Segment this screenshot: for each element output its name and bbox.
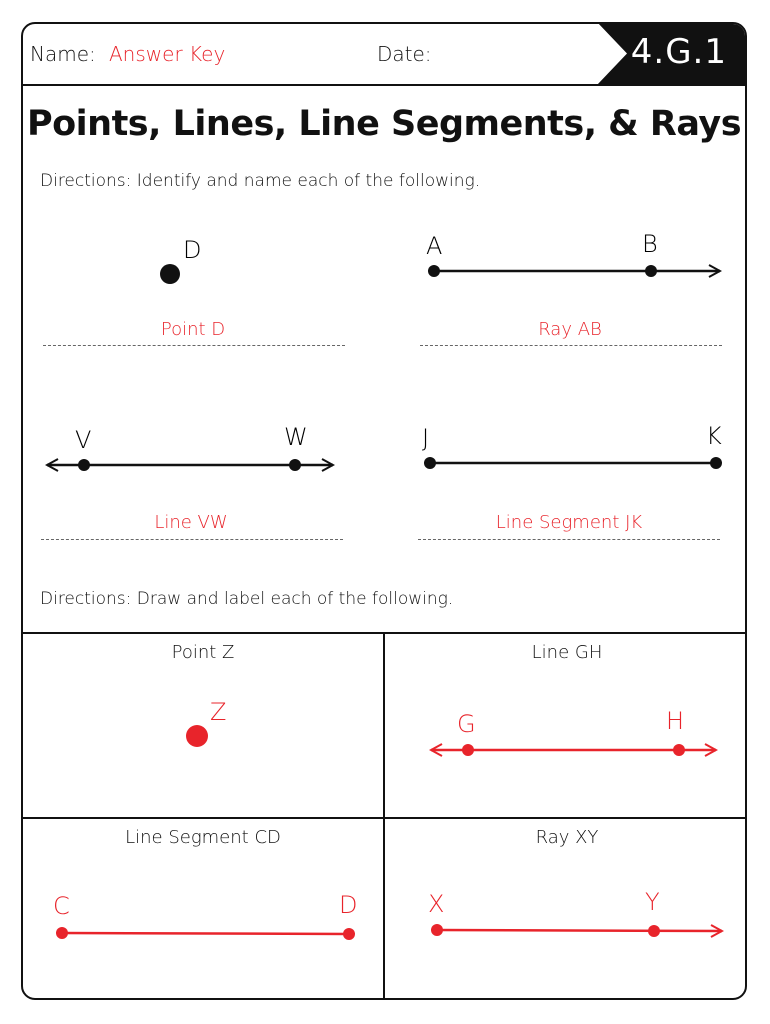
directions-draw: Directions: Draw and label each of the following. bbox=[40, 589, 454, 609]
figure-label: D bbox=[183, 236, 202, 264]
draw-grid bbox=[23, 632, 745, 1000]
segment-line bbox=[62, 933, 349, 934]
cell-title: Line GH bbox=[531, 642, 603, 663]
standard-code: 4.G.1 bbox=[630, 32, 727, 72]
answer-line bbox=[41, 539, 343, 540]
figure-point-d bbox=[160, 236, 201, 284]
figure-label: C bbox=[53, 892, 70, 920]
figure-segment-jk bbox=[422, 422, 722, 469]
drawn-segment-cd bbox=[53, 891, 357, 940]
figure-label: J bbox=[422, 424, 430, 452]
answer-point-d: Point D bbox=[160, 319, 226, 340]
drawn-line-gh bbox=[431, 707, 716, 756]
directions-identify: Directions: Identify and name each of the following. bbox=[40, 171, 481, 191]
figure-label: B bbox=[642, 230, 658, 258]
point-dot bbox=[462, 744, 474, 756]
point-dot bbox=[160, 264, 180, 284]
name-label: Name: bbox=[30, 42, 96, 66]
figure-label: K bbox=[706, 422, 722, 450]
drawn-point-z bbox=[186, 698, 226, 747]
answer-ray-ab: Ray AB bbox=[538, 319, 602, 340]
point-dot bbox=[78, 459, 90, 471]
answer-segment-jk: Line Segment JK bbox=[495, 512, 643, 533]
figure-label: X bbox=[428, 890, 445, 918]
point-dot bbox=[428, 265, 440, 277]
point-dot bbox=[343, 928, 355, 940]
cell-title: Point Z bbox=[171, 642, 235, 663]
answer-line bbox=[418, 539, 720, 540]
name-value: Answer Key bbox=[109, 42, 226, 66]
point-dot bbox=[424, 457, 436, 469]
answer-line-vw: Line VW bbox=[154, 512, 228, 533]
figure-label: V bbox=[75, 426, 92, 454]
point-dot bbox=[710, 457, 722, 469]
point-dot bbox=[289, 459, 301, 471]
drawn-figures bbox=[23, 634, 747, 1000]
point-dot bbox=[648, 925, 660, 937]
figure-label: A bbox=[426, 232, 443, 260]
figure-label: W bbox=[284, 423, 308, 451]
cell-title: Ray XY bbox=[535, 827, 599, 848]
point-dot bbox=[431, 924, 443, 936]
figure-label: Z bbox=[210, 698, 227, 726]
point-dot bbox=[56, 927, 68, 939]
point-dot bbox=[673, 744, 685, 756]
drawn-ray-xy bbox=[428, 888, 722, 937]
figure-label: Y bbox=[645, 888, 660, 916]
date-label: Date: bbox=[377, 42, 432, 66]
point-dot bbox=[645, 265, 657, 277]
figure-label: H bbox=[666, 707, 685, 735]
point-dot bbox=[186, 725, 208, 747]
figure-line-vw bbox=[47, 423, 333, 471]
page-title: Points, Lines, Line Segments, & Rays bbox=[26, 104, 742, 144]
ray-line bbox=[437, 930, 722, 931]
figure-label: D bbox=[339, 891, 358, 919]
cell-title: Line Segment CD bbox=[125, 827, 281, 848]
figure-label: G bbox=[457, 710, 476, 738]
answer-line bbox=[43, 345, 345, 346]
answer-line bbox=[420, 345, 722, 346]
worksheet bbox=[21, 22, 747, 1000]
figure-ray-ab bbox=[426, 230, 720, 277]
